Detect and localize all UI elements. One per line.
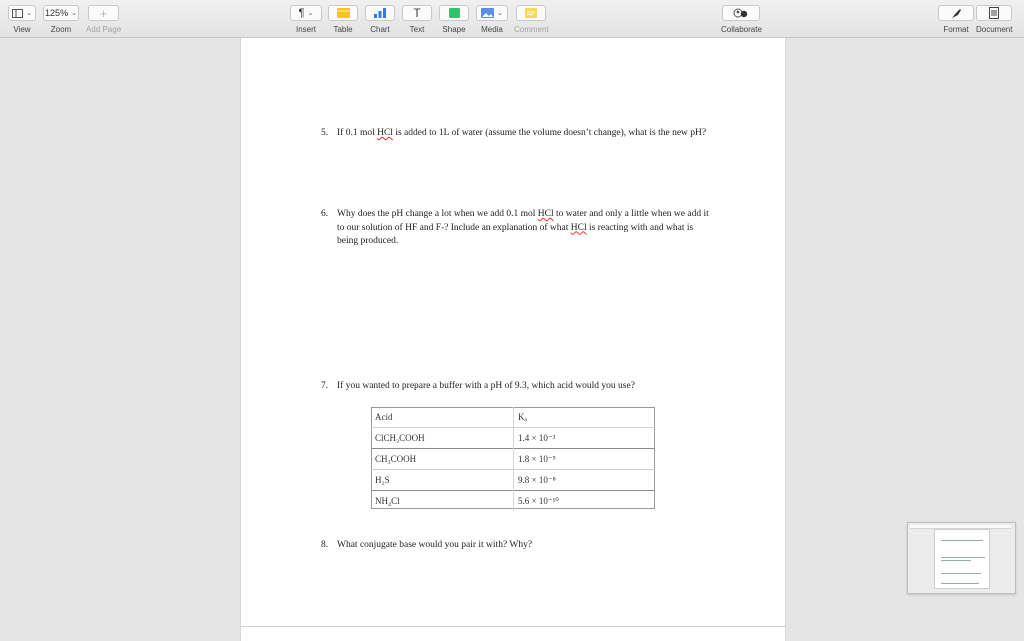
table-cell[interactable]: H₂S — [371, 470, 514, 491]
question-text: What conjugate base would you pair it with? Why? — [337, 540, 533, 550]
insert-label: Insert — [295, 25, 316, 34]
media-photo-icon — [481, 8, 494, 18]
question-number: 7. — [321, 381, 329, 391]
text-label: Text — [409, 25, 425, 34]
table-header-cell[interactable]: Kₐ — [518, 412, 527, 422]
thumbnail-page — [934, 529, 990, 589]
shape-icon — [449, 8, 460, 18]
question-text: If you wanted to prepare a buffer with a pH of 9.3, which acid would you use? — [337, 381, 635, 391]
collaborate-icon — [733, 8, 749, 18]
spellcheck-word[interactable]: HCl — [570, 222, 587, 233]
view-button[interactable] — [8, 5, 36, 21]
chevron-down-icon: ⌄ — [497, 10, 503, 17]
text-run: Why does the pH change a lot when we add 0.1 mol — [337, 209, 538, 219]
table-control[interactable] — [328, 5, 358, 34]
table-row — [371, 491, 655, 512]
format-button[interactable] — [938, 5, 974, 21]
thumbnail-line — [941, 540, 983, 541]
question-number: 5. — [321, 128, 329, 138]
media-button[interactable] — [476, 5, 508, 21]
thumbnail-line — [941, 573, 981, 574]
table-row — [371, 449, 655, 470]
document-page[interactable] — [240, 38, 786, 626]
bar-chart-icon — [374, 8, 387, 18]
table-cell[interactable]: CH₃COOH — [371, 449, 514, 470]
table-row — [371, 428, 655, 449]
document-icon — [989, 7, 999, 19]
next-page-edge — [240, 626, 786, 641]
table-label: Table — [333, 25, 353, 34]
page-thumbnail[interactable] — [907, 522, 1016, 594]
insert-button[interactable] — [290, 5, 322, 21]
add-page-button[interactable] — [88, 5, 119, 21]
question-text — [337, 208, 716, 249]
text-control[interactable] — [402, 5, 432, 34]
text-run: If 0.1 mol — [337, 128, 378, 138]
text-button[interactable] — [402, 5, 432, 21]
ka-table[interactable] — [371, 407, 655, 511]
shape-button[interactable] — [439, 5, 469, 21]
table-row — [371, 470, 655, 491]
question-7[interactable] — [321, 380, 716, 394]
media-control[interactable] — [476, 5, 508, 34]
spellcheck-word[interactable]: HCl — [377, 128, 393, 138]
spellcheck-word[interactable]: HCl — [537, 209, 554, 219]
table-icon — [337, 8, 350, 18]
paintbrush-icon — [950, 8, 962, 19]
text-run: is reacting with and what is being produced. — [337, 222, 694, 246]
view-label: View — [13, 25, 31, 34]
shape-control[interactable] — [439, 5, 469, 34]
comment-icon — [525, 8, 537, 18]
question-number: 6. — [321, 209, 329, 219]
table-header-cell[interactable]: Acid — [371, 407, 514, 428]
table-cell[interactable]: NH₄Cl — [371, 491, 514, 512]
chart-label: Chart — [370, 25, 390, 34]
format-label: Format — [943, 25, 969, 34]
shape-label: Shape — [442, 25, 466, 34]
comment-control[interactable] — [514, 5, 549, 34]
media-label: Media — [481, 25, 503, 34]
table-cell[interactable]: 9.8 × 10⁻⁸ — [514, 470, 656, 491]
zoom-control[interactable] — [43, 5, 79, 34]
sidebar-view-icon — [12, 9, 23, 18]
comment-label: Comment — [514, 25, 549, 34]
table-button[interactable] — [328, 5, 358, 21]
question-text — [337, 127, 716, 141]
thumbnail-line — [941, 557, 985, 558]
collaborate-control[interactable] — [721, 5, 762, 34]
chevron-down-icon: ⌄ — [307, 10, 314, 17]
thumbnail-line — [941, 583, 979, 584]
document-button[interactable] — [976, 5, 1012, 21]
view-control[interactable] — [8, 5, 36, 34]
table-cell[interactable]: 1.4 × 10⁻³ — [514, 428, 656, 449]
chart-button[interactable] — [365, 5, 395, 21]
table-cell[interactable]: 1.8 × 10⁻⁵ — [514, 449, 656, 470]
plus-icon: + — [99, 5, 108, 21]
pilcrow-icon: ¶ — [298, 7, 305, 19]
chevron-down-icon: ⌄ — [26, 10, 32, 17]
text-run: to water and only a little when we add it to our solution of HF and F-? Include an explanation of what — [337, 209, 709, 233]
insert-control[interactable] — [290, 5, 322, 34]
table-cell[interactable]: ClCH₂COOH — [371, 428, 514, 449]
collaborate-button[interactable] — [722, 5, 760, 21]
thumbnail-line — [941, 560, 971, 561]
comment-button[interactable] — [516, 5, 546, 21]
table-header-row — [371, 407, 655, 428]
zoom-label: Zoom — [50, 25, 72, 34]
question-5[interactable] — [321, 127, 716, 141]
text-run: is added to 1L of water (assume the volume doesn’t change), what is the new pH? — [392, 128, 707, 138]
zoom-value: 125% — [45, 8, 69, 18]
format-control[interactable] — [938, 5, 974, 34]
text-box-icon: T — [413, 6, 421, 20]
zoom-select[interactable] — [43, 5, 79, 21]
question-8[interactable] — [321, 539, 716, 553]
table-cell[interactable]: 5.6 × 10⁻¹⁰ — [514, 491, 656, 512]
question-6[interactable] — [321, 208, 716, 249]
document-control[interactable] — [976, 5, 1012, 34]
chart-control[interactable] — [365, 5, 395, 34]
add-page-control[interactable] — [86, 5, 121, 34]
chevron-down-icon: ⌄ — [71, 10, 77, 17]
add-page-label: Add Page — [86, 25, 122, 34]
toolbar — [0, 0, 1024, 38]
collaborate-label: Collaborate — [721, 25, 762, 34]
question-number: 8. — [321, 540, 329, 550]
document-label: Document — [976, 25, 1013, 34]
